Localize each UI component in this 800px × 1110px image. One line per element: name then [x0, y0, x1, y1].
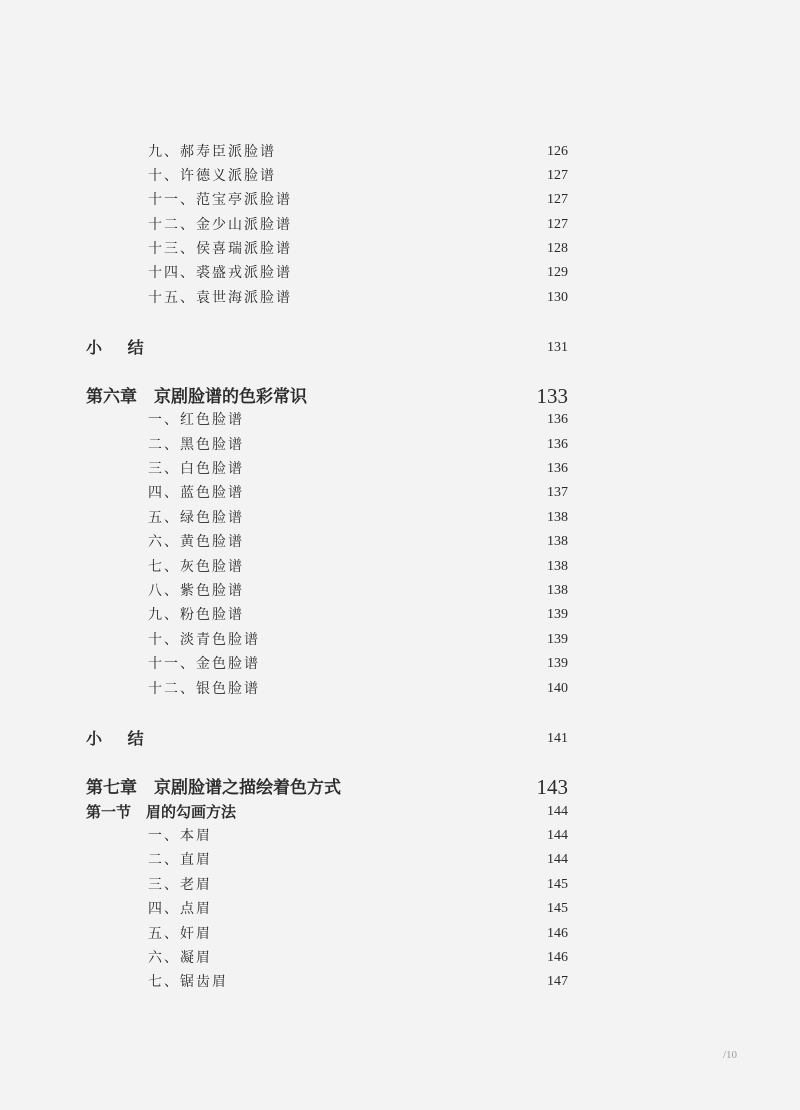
toc-item-title: 十五、袁世海派脸谱: [148, 290, 292, 306]
toc-section[interactable]: [0, 800, 800, 824]
summary-title: 小 结: [86, 729, 154, 748]
toc-item-page: 127: [547, 192, 568, 207]
toc-summary[interactable]: [0, 727, 800, 751]
toc-item[interactable]: [0, 140, 800, 164]
toc-item-page: 126: [547, 144, 568, 159]
toc-item[interactable]: [0, 628, 800, 652]
toc-item[interactable]: [0, 481, 800, 505]
toc-item[interactable]: [0, 433, 800, 457]
toc-item-page: 138: [547, 559, 568, 574]
toc-item-page: 145: [547, 877, 568, 892]
toc-item-page: 144: [547, 828, 568, 843]
toc-item-title: 八、紫色脸谱: [148, 583, 244, 599]
toc-item-page: 138: [547, 583, 568, 598]
toc-item-title: 二、黑色脸谱: [148, 437, 244, 453]
toc-item-title: 二、直眉: [148, 852, 212, 868]
toc-item-page: 138: [547, 534, 568, 549]
toc-item[interactable]: [0, 408, 800, 432]
toc-item[interactable]: [0, 603, 800, 627]
toc-item-page: 147: [547, 974, 568, 989]
toc-item[interactable]: [0, 922, 800, 946]
toc-item[interactable]: [0, 652, 800, 676]
toc-item-page: 136: [547, 437, 568, 452]
toc-item[interactable]: [0, 873, 800, 897]
toc-item-title: 四、蓝色脸谱: [148, 485, 244, 501]
toc-item[interactable]: [0, 261, 800, 285]
toc-item-title: 一、红色脸谱: [148, 412, 244, 428]
toc-item-page: 129: [547, 265, 568, 280]
toc-item-page: 138: [547, 510, 568, 525]
toc-item-page: 140: [547, 681, 568, 696]
toc-item[interactable]: [0, 579, 800, 603]
toc-item[interactable]: [0, 506, 800, 530]
toc-item-title: 十一、金色脸谱: [148, 656, 260, 672]
toc-item[interactable]: [0, 188, 800, 212]
toc-item-title: 六、黄色脸谱: [148, 534, 244, 550]
summary-title: 小 结: [86, 338, 154, 357]
toc-item[interactable]: [0, 677, 800, 701]
chapter-title: 第七章 京剧脸谱之描绘着色方式: [86, 778, 341, 798]
toc-item[interactable]: [0, 946, 800, 970]
page-indicator: /10: [723, 1049, 738, 1061]
toc-item-title: 十四、裘盛戎派脸谱: [148, 265, 292, 281]
toc-item-title: 七、锯齿眉: [148, 974, 228, 990]
toc-summary[interactable]: [0, 336, 800, 360]
chapter-page: 133: [536, 384, 568, 408]
toc-item-title: 七、灰色脸谱: [148, 559, 244, 575]
toc-item-title: 十一、范宝亭派脸谱: [148, 192, 292, 208]
toc-chapter[interactable]: [0, 774, 800, 798]
toc-item-page: 127: [547, 217, 568, 232]
toc-item[interactable]: [0, 213, 800, 237]
toc-item-page: 136: [547, 461, 568, 476]
toc-item-page: 139: [547, 632, 568, 647]
toc-item-title: 三、白色脸谱: [148, 461, 244, 477]
toc-item[interactable]: [0, 970, 800, 994]
toc-item-page: 128: [547, 241, 568, 256]
toc-item-title: 一、本眉: [148, 828, 212, 844]
toc-item-title: 五、绿色脸谱: [148, 510, 244, 526]
toc-item-title: 十三、侯喜瑞派脸谱: [148, 241, 292, 257]
toc-item[interactable]: [0, 237, 800, 261]
toc-item-title: 三、老眉: [148, 877, 212, 893]
toc-item-title: 四、点眉: [148, 901, 212, 917]
toc-item-page: 146: [547, 926, 568, 941]
summary-page: 141: [547, 731, 568, 746]
toc-item-title: 五、奸眉: [148, 926, 212, 942]
toc-item[interactable]: [0, 897, 800, 921]
toc-chapter[interactable]: [0, 383, 800, 407]
toc-item-page: 137: [547, 485, 568, 500]
section-title: 第一节 眉的勾画方法: [86, 803, 237, 821]
toc-item[interactable]: [0, 848, 800, 872]
toc-item-page: 145: [547, 901, 568, 916]
toc-item-title: 十二、银色脸谱: [148, 681, 260, 697]
toc-item[interactable]: [0, 286, 800, 310]
toc-item[interactable]: [0, 457, 800, 481]
toc-item-page: 127: [547, 168, 568, 183]
toc-item-page: 144: [547, 852, 568, 867]
toc-item-title: 六、凝眉: [148, 950, 212, 966]
chapter-title: 第六章 京剧脸谱的色彩常识: [86, 387, 307, 407]
toc-item-page: 146: [547, 950, 568, 965]
section-page: 144: [547, 804, 568, 819]
toc-item-title: 九、郝寿臣派脸谱: [148, 144, 276, 160]
toc-item[interactable]: [0, 164, 800, 188]
toc-item-page: 130: [547, 290, 568, 305]
toc-item-title: 十二、金少山派脸谱: [148, 217, 292, 233]
summary-page: 131: [547, 340, 568, 355]
toc-item-page: 136: [547, 412, 568, 427]
toc-item-title: 十、许德义派脸谱: [148, 168, 276, 184]
chapter-page: 143: [536, 775, 568, 799]
toc-item-title: 十、淡青色脸谱: [148, 632, 260, 648]
toc-item[interactable]: [0, 530, 800, 554]
toc-item[interactable]: [0, 824, 800, 848]
toc-item-title: 九、粉色脸谱: [148, 607, 244, 623]
toc-item[interactable]: [0, 555, 800, 579]
toc-item-page: 139: [547, 656, 568, 671]
toc-item-page: 139: [547, 607, 568, 622]
